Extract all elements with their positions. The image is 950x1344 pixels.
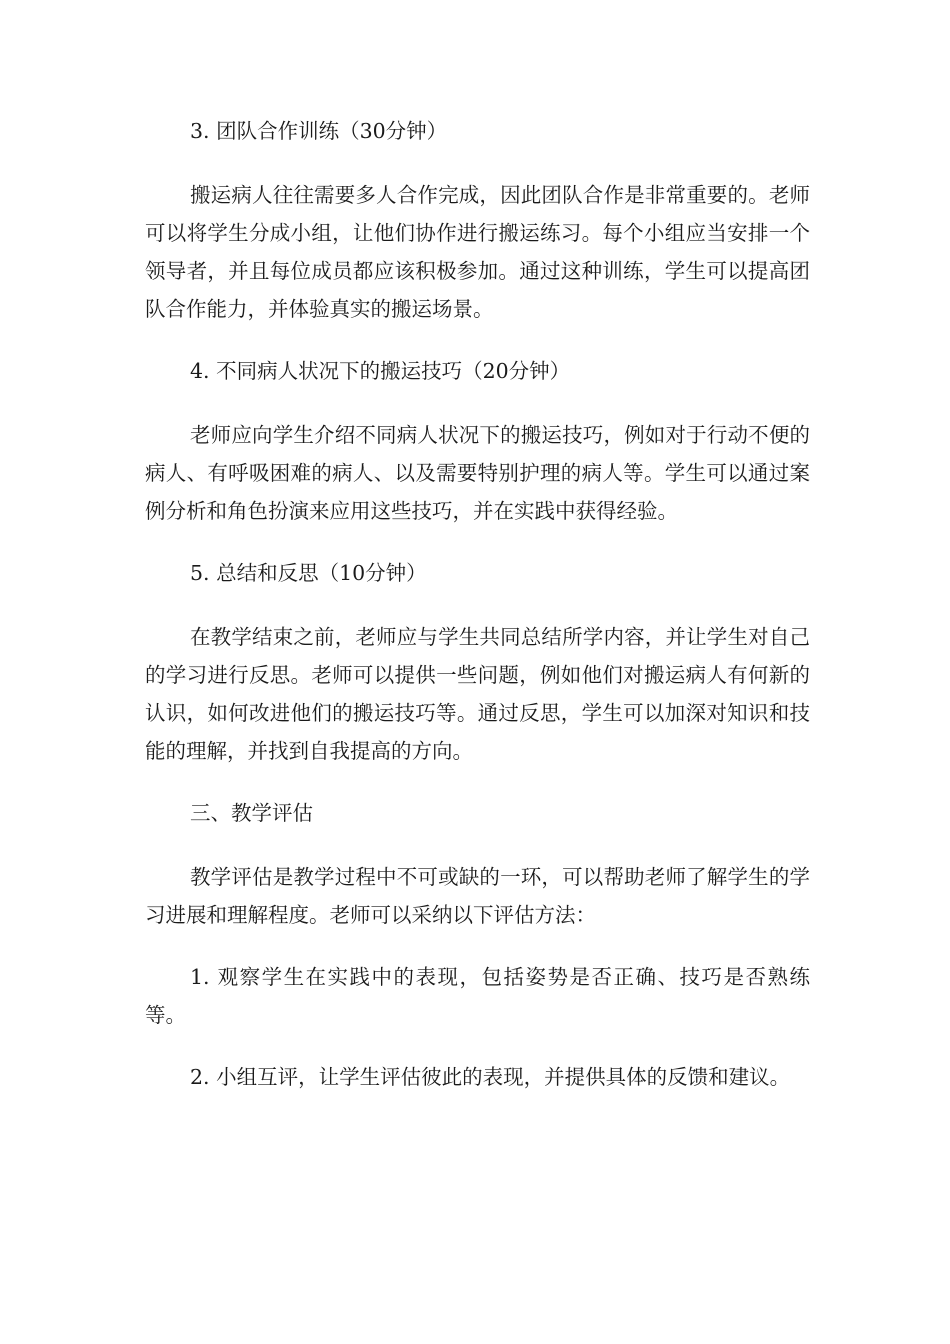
assessment-item-peer-review: 2. 小组互评，让学生评估彼此的表现，并提供具体的反馈和建议。 bbox=[190, 1065, 791, 1089]
paragraph-summary: 在教学结束之前，老师应与学生共同总结所学内容，并让学生对自己的学习进行反思。老师可以提供一些问题，例如他们对搬运病人有何新的认识，如何改进他们的搬运技巧等。通过反思，学生可以加深对知识和技能的理解，并找到自我提高的方向。 bbox=[145, 625, 810, 763]
section-heading-patient-conditions: 4. 不同病人状况下的搬运技巧（20分钟） bbox=[190, 359, 571, 383]
section-heading-team-training: 3. 团队合作训练（30分钟） bbox=[190, 119, 448, 143]
paragraph-patient-conditions: 老师应向学生介绍不同病人状况下的搬运技巧，例如对于行动不便的病人、有呼吸困难的病人、以及需要特别护理的病人等。学生可以通过案例分析和角色扮演来应用这些技巧，并在实践中获得经验。 bbox=[145, 423, 810, 523]
assessment-item-observation: 1. 观察学生在实践中的表现，包括姿势是否正确、技巧是否熟练等。 bbox=[145, 965, 810, 1027]
section-heading-summary: 5. 总结和反思（10分钟） bbox=[190, 561, 427, 585]
document-body bbox=[145, 112, 810, 1120]
paragraph-assessment-intro: 教学评估是教学过程中不可或缺的一环，可以帮助老师了解学生的学习进展和理解程度。老师可以采纳以下评估方法： bbox=[145, 865, 810, 927]
paragraph-team-training: 搬运病人往往需要多人合作完成，因此团队合作是非常重要的。老师可以将学生分成小组，让他们协作进行搬运练习。每个小组应当安排一个领导者，并且每位成员都应该积极参加。通过这种训练，学生可以提高团队合作能力，并体验真实的搬运场景。 bbox=[145, 183, 810, 321]
section-heading-assessment: 三、教学评估 bbox=[190, 801, 313, 825]
